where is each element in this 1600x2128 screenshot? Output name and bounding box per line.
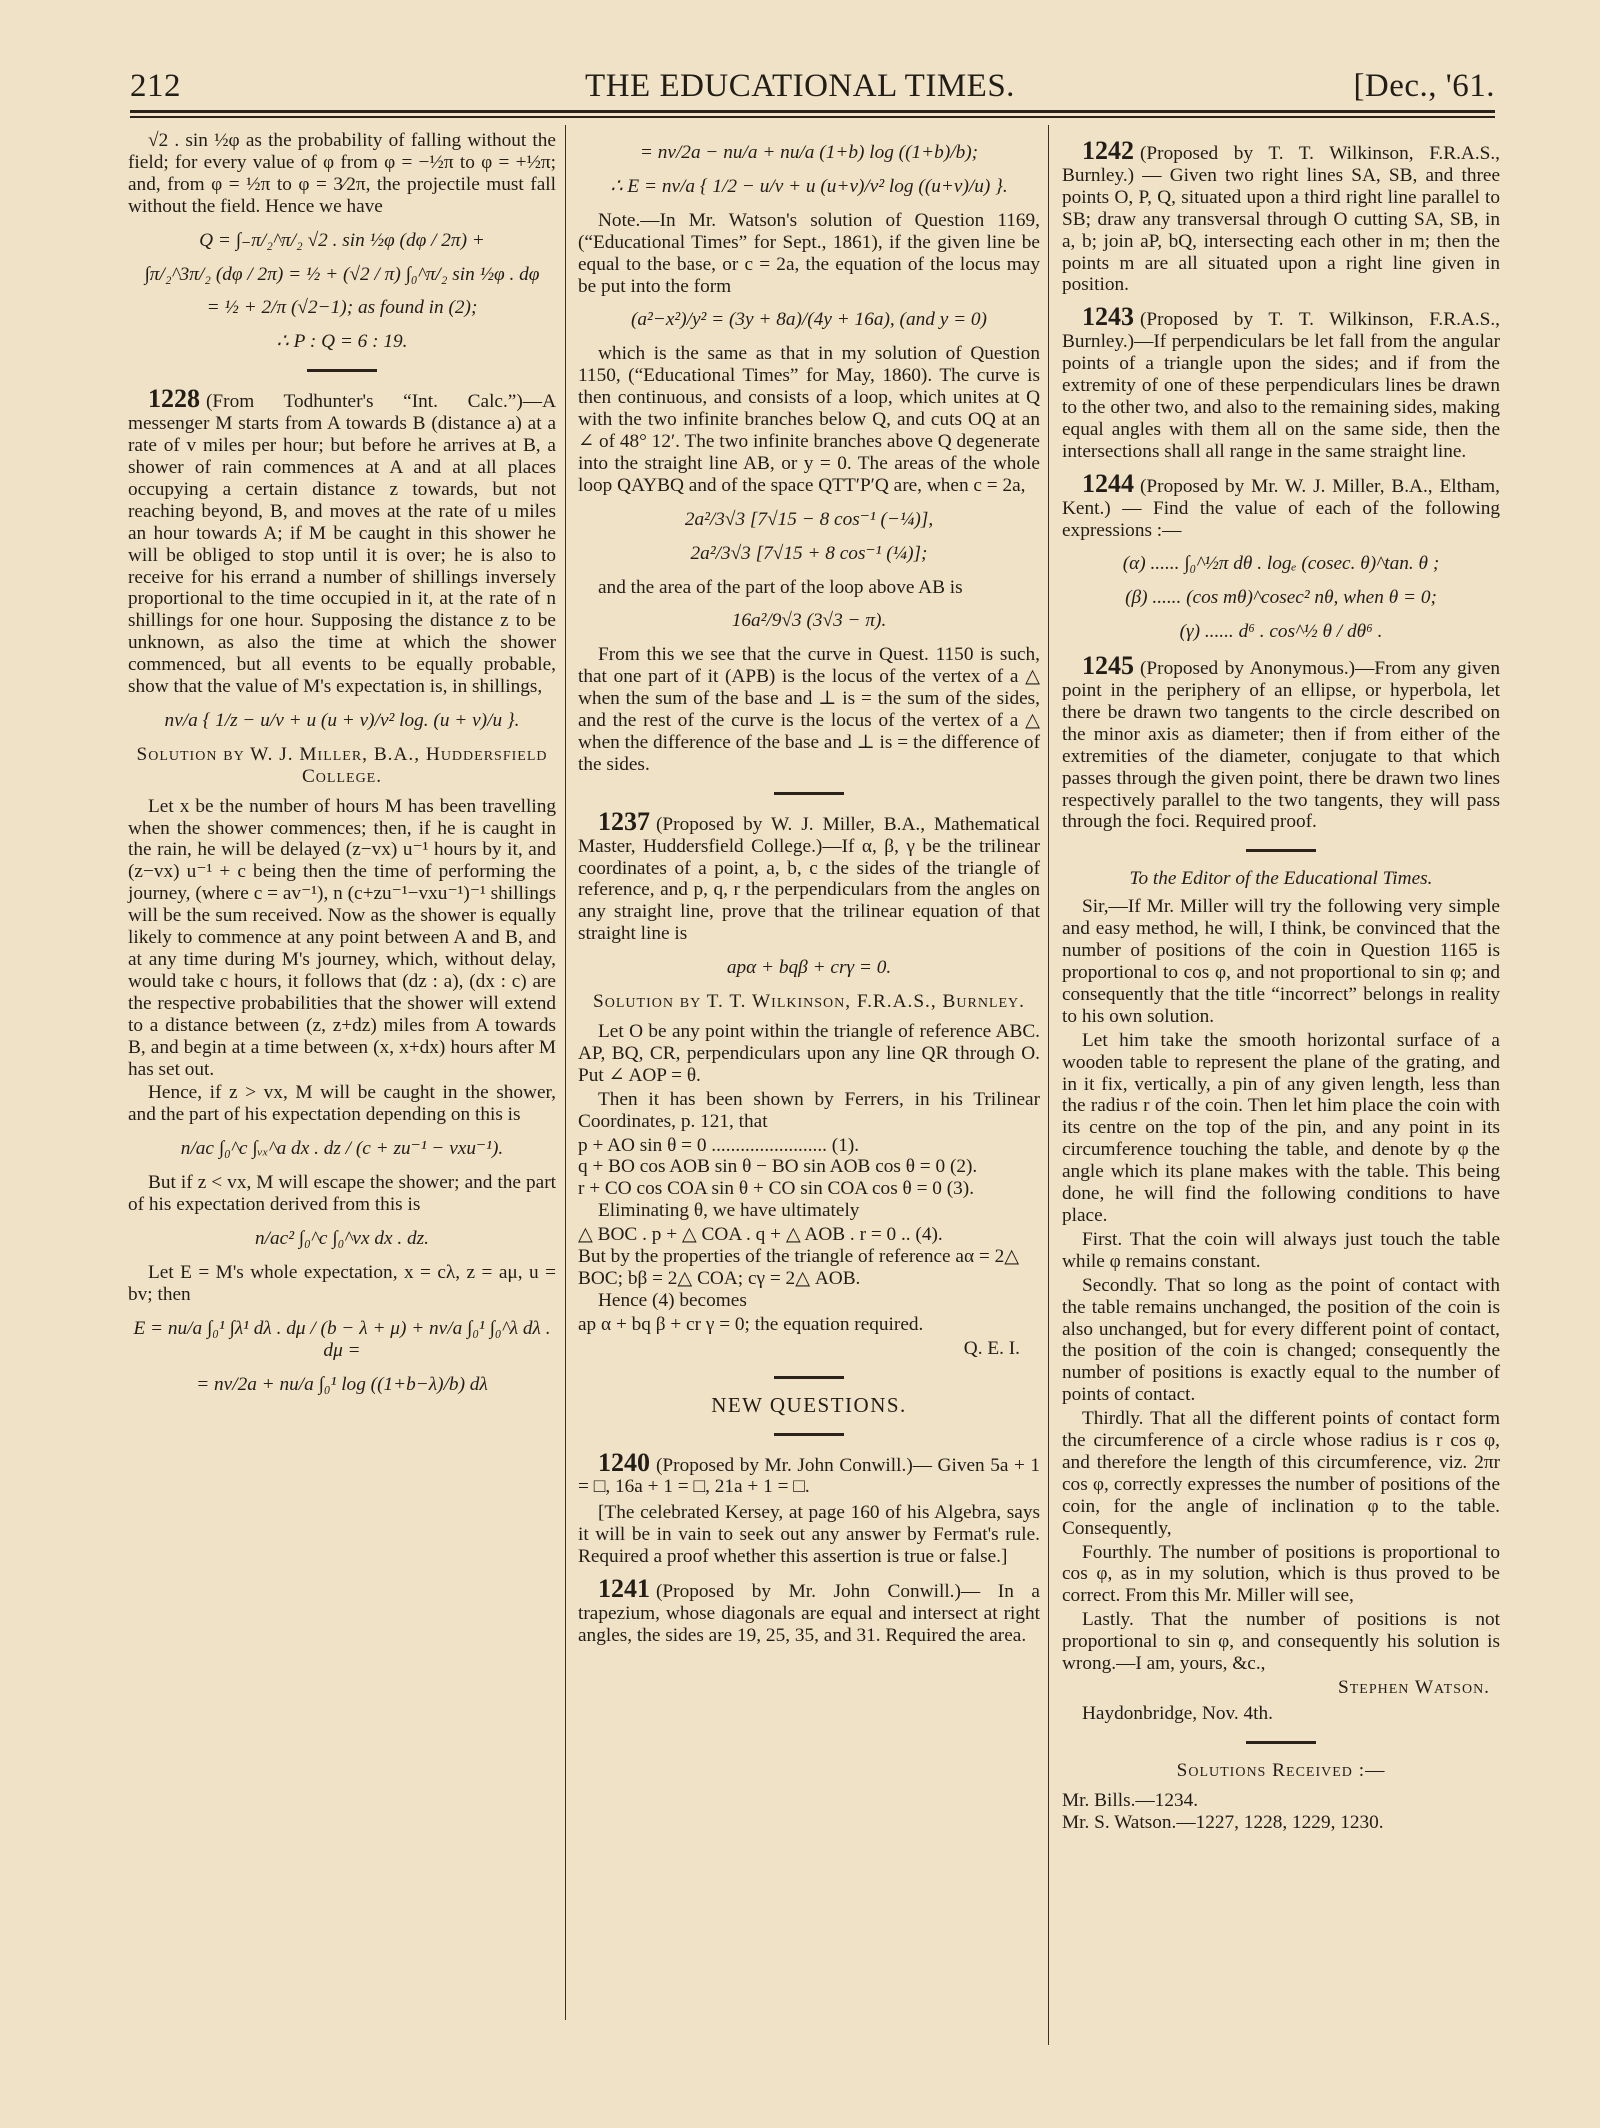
paragraph: Fourthly. The number of positions is proportional to cos φ, as in my solution, which is thus proved to be correct. From this Mr. Miller will see,: [1062, 1541, 1500, 1607]
question-text: (Proposed by T. T. Wilkinson, F.R.A.S., Burnley.)—If perpendiculars be let fall from the angular points of a triangle upon the sides; and if from the extremity of one of these perpendiculars lines be drawn to the other two, and also to the remaining sides, making equal angles with them all on the same side, then the intersections shall all range in the same straight line.: [1062, 309, 1500, 462]
paragraph: First. That the coin will always just touch the table while φ remains constant.: [1062, 1228, 1500, 1272]
separator-rule: [774, 792, 844, 795]
paragraph: Hence, if z > vx, M will be caught in the shower, and the part of his expectation depending on this is: [128, 1082, 556, 1126]
section-heading: Solution by W. J. Miller, B.A., Huddersfield College.: [136, 743, 548, 787]
journal-title: THE EDUCATIONAL TIMES.: [585, 68, 1015, 104]
equation-line: p + AO sin θ = 0 ........................ (1).: [578, 1134, 860, 1156]
paragraph: Let O be any point within the triangle of reference ABC. AP, BQ, CR, perpendiculars upon any line QR through O. Put ∠ AOP = θ.: [578, 1021, 1040, 1086]
separator-rule: [1246, 1741, 1316, 1744]
question-number: 1228: [148, 384, 200, 414]
equation: = nv/2a + nu/a ∫₀¹ log ((1+b−λ)/b) dλ: [196, 1373, 488, 1395]
paragraph: Let x be the number of hours M has been travelling when the shower commences; then, if he is caught in the rain, he will be delayed (z−vx) u⁻¹ hours by it, and (z−vx) u⁻¹ + c being then the time of performing the journey, (where c = av⁻¹), n (c+zu⁻¹−vxu⁻¹)⁻¹ shillings will be the sum received. Now as the shower is equally likely to commence at any point between A and B, and at any time during M's journey, which, without delay, would take c hours, it follows that (dz : a), (dx : c) are the respective probabilities that the shower will extend to a distance between (z, z+dz) miles from A towards B, and begin at a time between (x, x+dx) hours after M has set out.: [128, 795, 556, 1080]
equation: apα + bqβ + crγ = 0.: [726, 957, 892, 979]
paragraph: and the area of the part of the loop above AB is: [598, 576, 963, 598]
equation: 2a²/3√3 [7√15 + 8 cos⁻¹ (¼)];: [690, 542, 928, 564]
question-text: (From Todhunter's “Int. Calc.”)—A messenger M starts from A towards B (distance a) at a rate of v miles per hour; but before he arrives at B, a shower of rain commences at A and at all places occupying a certain distance z towards, but not reaching beyond, B, and moves at the rate of u miles an hour towards A; if M be caught in this shower he will be obliged to stop until it is over; he is also to receive for his errand a number of shillings inversely proportional to the time occupied in it, at the rate of n shillings for one hour. Supposing the distance z to be unknown, as also the time at which the shower commenced, but all events to be equally probable, show that the value of M's expectation is, in shillings,: [128, 391, 556, 698]
equation: nv/a { 1/z − u/v + u (u + v)/v² log. (u + v)/u }.: [164, 709, 520, 731]
question-number: 1240: [598, 1447, 650, 1477]
question: [1062, 302, 1500, 462]
paragraph: √2 . sin ½φ as the probability of falling without the field; for every value of φ from φ = −½π to φ = +½π; and, from φ = ½π to φ = 3⁄2π, the projectile must fall without the field. Hence we have: [128, 130, 556, 217]
section-title: NEW QUESTIONS.: [711, 1392, 907, 1417]
paragraph: Thirdly. That all the different points of contact form the circumference of a circle whose radius is r cos φ, and therefore the length of this circumference, viz. 2πr cos φ, correctly expresses the number of positions of the coin, for the angle of inclination φ to the table. Consequently,: [1062, 1408, 1500, 1539]
question: [128, 384, 556, 698]
paragraph: Hence (4) becomes: [598, 1289, 747, 1311]
equation: Q = ∫₋π/₂^π/₂ √2 . sin ½φ (dφ / 2π) +: [199, 229, 485, 251]
equation: (α) ...... ∫₀^½π dθ . logₑ (cosec. θ)^tan. θ ;: [1122, 553, 1440, 575]
question-text: (Proposed by W. J. Miller, B.A., Mathematical Master, Huddersfield College.)—If α, β, γ be the trilinear coordinates of a point, a, b, c the sides of the triangle of reference, and p, q, r the perpendiculars from the angles on any straight line, prove that the trilinear equation of that straight line is: [578, 813, 1040, 945]
column-left: [128, 130, 556, 1407]
question-number: 1242: [1082, 136, 1134, 165]
paragraph: Let E = M's whole expectation, x = cλ, z = aμ, u = bv; then: [128, 1261, 556, 1305]
equation: n/ac² ∫₀^c ∫₀^vx dx . dz.: [255, 1227, 429, 1249]
question: [1062, 651, 1500, 833]
paragraph: [The celebrated Kersey, at page 160 of his Algebra, says it will be in vain to seek out any answer by Fermat's rule. Required a proof whether this assertion is true or false.]: [578, 1502, 1040, 1568]
header-rule: [130, 116, 1495, 118]
paragraph: Secondly. That so long as the point of contact with the table remains unchanged, the position of the coin is also unchanged, but for every different point of contact, the position of the coin is changed; consequently the number of positions is exactly equal to the number of points of contact.: [1062, 1274, 1500, 1406]
question: [578, 1574, 1040, 1647]
separator-rule: [1246, 849, 1316, 852]
closing-mark: Q. E. I.: [963, 1337, 1020, 1359]
paragraph: Note.—In Mr. Watson's solution of Question 1169, (“Educational Times” for Sept., 1861), if the given line be equal to the base, or c = 2a, the equation of the locus may be put into the form: [578, 209, 1040, 297]
equation: E = nu/a ∫₀¹ ∫λ¹ dλ . dμ / (b − λ + μ) + nv/a ∫₀¹ ∫₀^λ dλ . dμ =: [133, 1317, 551, 1361]
signature: Stephen Watson.: [1338, 1677, 1490, 1698]
question: [578, 1447, 1040, 1499]
issue-date: [Dec., '61.: [1353, 68, 1495, 104]
paragraph: But if z < vx, M will escape the shower; and the part of his expectation derived from this is: [128, 1172, 556, 1216]
column-middle: [578, 130, 1040, 1651]
equation: (β) ...... (cos mθ)^cosec² nθ, when θ = 0;: [1125, 587, 1437, 609]
paragraph: Sir,—If Mr. Miller will try the following very simple and easy method, he will, I think, be convinced that the number of positions of the coin in Question 1165 is proportional to cos φ, and not proportional to sin φ; and consequently that the title “incorrect” belongs in reality to his own solution.: [1062, 896, 1500, 1027]
question-text: (Proposed by T. T. Wilkinson, F.R.A.S., Burnley.) — Given two right lines SA, SB, and three points O, P, Q, situated upon a third right line parallel to SB; draw any transversal through O cutting SA, SB, in a, b; join aP, bQ, intersecting each other in m; then the points m are all situated upon a right line given in position.: [1062, 143, 1500, 296]
section-heading: Solution by T. T. Wilkinson, F.R.A.S., Burnley.: [593, 991, 1025, 1013]
separator-rule: [307, 369, 377, 372]
question-number: 1245: [1082, 651, 1134, 681]
question: [1062, 468, 1500, 542]
question-number: 1241: [598, 1574, 650, 1604]
equation-line: △ BOC . p + △ COA . q + △ AOB . r = 0 .. (4).: [578, 1224, 943, 1246]
column-divider: [1048, 125, 1049, 2045]
equation: = ½ + 2/π (√2−1); as found in (2);: [206, 297, 478, 319]
equation: ∴ E = nv/a { 1/2 − u/v + u (u+v)/v² log ((u+v)/u) }.: [610, 175, 1008, 197]
question: [578, 806, 1040, 945]
question-text: (Proposed by Mr. John Conwill.)— In a trapezium, whose diagonals are equal and intersect at right angles, the sides are 19, 25, 35, and 31. Required the area.: [578, 1581, 1040, 1646]
question: [1062, 136, 1500, 296]
page-number: 212: [130, 68, 181, 104]
question-text: (Proposed by Anonymous.)—From any given point in the periphery of an ellipse, or hyperbola, let there be drawn two tangents to the circle described on the minor axis as diameter; then if from either of the extremities of the diameter, conjugate to that which passes through the given point, there be drawn two lines respectively parallel to the two tangents, they will pass through the foci. Required proof.: [1062, 658, 1500, 833]
paragraph: Lastly. That the number of positions is not proportional to sin φ, and consequently his solution is wrong.—I am, yours, &c.,: [1062, 1609, 1500, 1675]
question-number: 1244: [1082, 468, 1134, 498]
equation-line: q + BO cos AOB sin θ − BO sin AOB cos θ = 0 (2).: [578, 1156, 978, 1178]
equation-line: ap α + bq β + cr γ = 0; the equation required.: [578, 1313, 924, 1335]
equation-line: But by the properties of the triangle of reference aα = 2△ BOC; bβ = 2△ COA; cγ = 2△ AOB.: [578, 1246, 1020, 1289]
equation-line: r + CO cos COA sin θ + CO sin COA cos θ = 0 (3).: [578, 1178, 975, 1200]
section-heading: Solutions Received :—: [1176, 1759, 1386, 1781]
paragraph: From this we see that the curve in Quest. 1150 is such, that one part of it (APB) is the locus of the vertex of a △ when the sum of the base and ⊥ is = the sum of the sides, and the rest of the curve is the locus of the vertex of a △ when the difference of the base and ⊥ is = the difference of the sides.: [578, 644, 1040, 775]
header-rule: [130, 110, 1495, 113]
equation: 2a²/3√3 [7√15 − 8 cos⁻¹ (−¼)],: [684, 508, 934, 530]
paragraph: Let him take the smooth horizontal surface of a wooden table to represent the plane of the grating, and in it fix, vertically, a pin of any given length, less than the radius r of the coin. Then let him place the coin with its centre on the top of the pin, and any point in its circumference touching the table, and denote by φ the angle which its plane makes with the table. This being done, he will find the following conditions to have place.: [1062, 1029, 1500, 1226]
equation: = nv/2a − nu/a + nu/a (1+b) log ((1+b)/b);: [639, 142, 979, 163]
question-text: (Proposed by Mr. W. J. Miller, B.A., Eltham, Kent.) — Find the value of each of the following expressions :—: [1062, 475, 1500, 541]
equation: ∴ P : Q = 6 : 19.: [276, 331, 408, 353]
paragraph: Then it has been shown by Ferrers, in his Trilinear Coordinates, p. 121, that: [578, 1088, 1040, 1132]
equation: (a²−x²)/y² = (3y + 8a)/(4y + 16a), (and y = 0): [631, 309, 987, 331]
separator-rule: [774, 1433, 844, 1436]
paragraph: which is the same as that in my solution of Question 1150, (“Educational Times” for May, 1860). The curve is then continuous, and consists of a loop, which unites at Q with the two infinite branches below Q, and cuts OQ at an ∠ of 48° 12′. The two infinite branches above Q degenerate into the straight line AB, or y = 0. The areas of the whole loop QAYBQ and of the space QTT′P′Q are, when c = 2a,: [578, 343, 1040, 496]
equation-line: Mr. S. Watson.—1227, 1228, 1229, 1230.: [1062, 1811, 1384, 1833]
dateline: Haydonbridge, Nov. 4th.: [1082, 1702, 1273, 1724]
letter-heading: To the Editor of the Educational Times.: [1129, 868, 1433, 890]
separator-rule: [774, 1376, 844, 1379]
question-number: 1243: [1082, 302, 1134, 332]
equation: (γ) ...... d⁶ . cos^½ θ / dθ⁶ .: [1179, 621, 1383, 643]
equation: n/ac ∫₀^c ∫ᵥₓ^a dx . dz / (c + zu⁻¹ − vxu⁻¹).: [180, 1138, 504, 1160]
column-divider: [565, 125, 566, 2020]
equation: ∫π/₂^3π/₂ (dφ / 2π) = ½ + (√2 / π) ∫₀^π/₂ sin ½φ . dφ: [144, 263, 540, 285]
column-right: [1062, 130, 1500, 1834]
equation-line: Mr. Bills.—1234.: [1062, 1789, 1199, 1811]
question-text: (Proposed by Mr. John Conwill.)— Given 5a + 1 = □, 16a + 1 = □, 21a + 1 = □.: [578, 1454, 1040, 1498]
equation: 16a²/9√3 (3√3 − π).: [731, 610, 887, 632]
paragraph: Eliminating θ, we have ultimately: [598, 1200, 860, 1222]
question-number: 1237: [598, 806, 650, 836]
